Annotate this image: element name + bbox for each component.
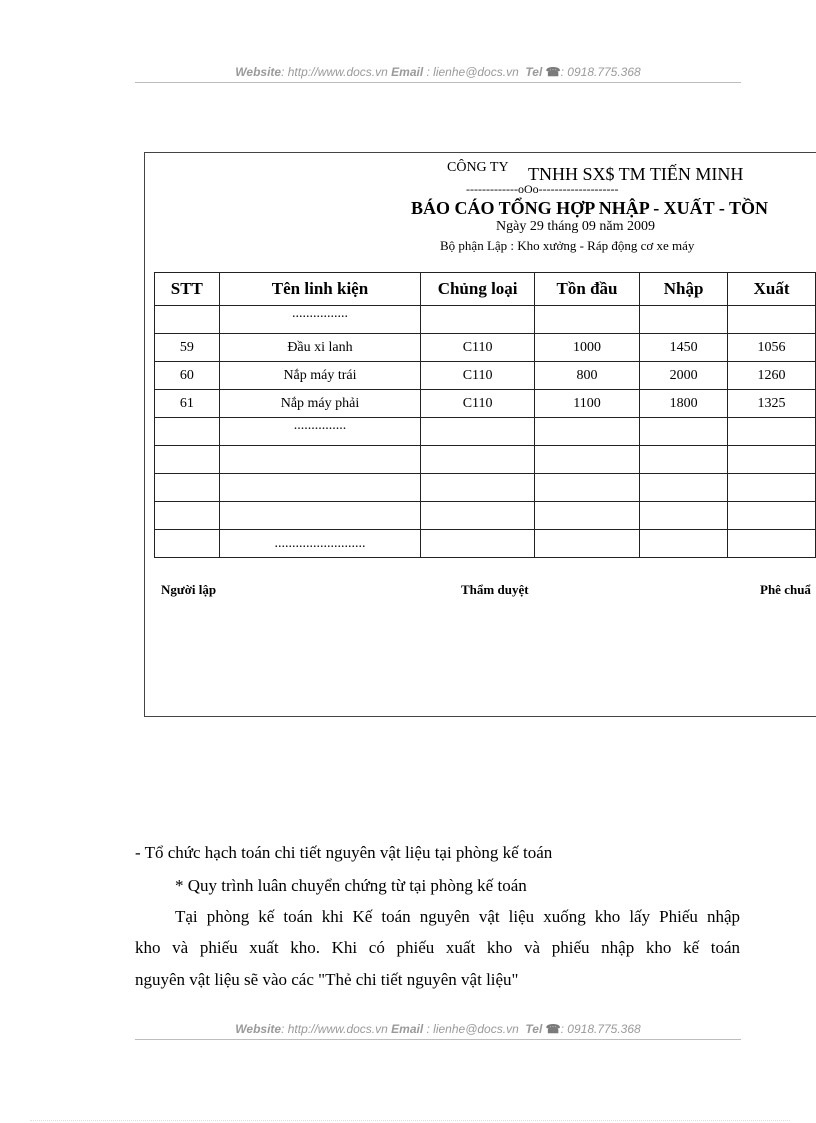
cell-stt [155,418,220,446]
cell-opening: 1100 [534,390,639,418]
email-label: Email [391,1022,424,1036]
cell-import [640,446,728,474]
cell-opening [534,502,639,530]
report-title: BÁO CÁO TỔNG HỢP NHẬP - XUẤT - TỒN [411,198,769,218]
tel-number: : 0918.775.368 [560,65,641,79]
report-date: Ngày 29 tháng 09 năm 2009 [496,219,656,234]
cell-type: C110 [421,362,535,390]
col-header-import: Nhập [640,273,728,306]
cell-stt: 61 [155,390,220,418]
table-header-row [155,273,816,306]
signature-reviewer: Thẩm duyệt [461,582,529,597]
company-name: TNHH SX$ TM TIẾN MINH [528,164,744,184]
paragraph-line-2: kho và phiếu xuất kho. Khi có phiếu xuất kho và phiếu nhập kho kế toán [135,938,740,957]
section-heading: - Tổ chức hạch toán chi tiết nguyên vật liệu tại phòng kế toán [135,843,553,862]
report-table [154,272,816,558]
cell-export [728,306,816,334]
cell-type [421,306,535,334]
table-row [155,390,816,418]
website-label: Website [235,1022,282,1036]
phone-icon: ☎ [545,65,561,79]
cell-component [219,474,421,502]
cell-export [728,446,816,474]
col-header-component: Tên linh kiện [219,273,421,306]
cell-component: Đầu xi lanh [219,334,421,362]
page-footer [135,1022,741,1036]
cell-stt: 60 [155,362,220,390]
col-header-opening: Tồn đầu [534,273,639,306]
report-department: Bộ phận Lập : Kho xưởng - Ráp động cơ xe máy [440,238,695,253]
cell-export [728,418,816,446]
cell-component: Nắp máy phải [219,390,421,418]
tel-label: Tel [525,1022,543,1036]
cell-opening [534,530,639,558]
table-row [155,474,816,502]
cell-stt [155,502,220,530]
cell-stt: 59 [155,334,220,362]
table-row [155,446,816,474]
email-address[interactable]: : lienhe@docs.vn [423,1022,519,1036]
cell-export: 1325 [728,390,816,418]
cell-type [421,446,535,474]
website-url[interactable]: : http://www.docs.vn [281,1022,388,1036]
cell-import: 1450 [640,334,728,362]
email-label: Email [391,65,424,79]
cell-type [421,418,535,446]
title-divider: -------------oOo-------------------- [466,182,619,196]
cell-component: Nắp máy trái [219,362,421,390]
cell-component: .......................... [219,530,421,558]
col-header-stt: STT [155,273,220,306]
website-url[interactable]: : http://www.docs.vn [281,65,388,79]
cell-opening: 1000 [534,334,639,362]
tel-label: Tel [525,65,543,79]
company-prefix: CÔNG TY [447,160,509,175]
cell-stt [155,530,220,558]
cell-import: 2000 [640,362,728,390]
cell-export [728,530,816,558]
cell-stt [155,474,220,502]
cell-opening [534,418,639,446]
cell-opening: 800 [534,362,639,390]
cell-export: 1260 [728,362,816,390]
cell-export [728,502,816,530]
col-header-export: Xuất [728,273,816,306]
cell-component [219,502,421,530]
paragraph-line-1: Tại phòng kế toán khi Kế toán nguyên vật liệu xuống kho lấy Phiếu nhập [175,907,740,926]
cell-import: 1800 [640,390,728,418]
header-rule [135,82,741,83]
table-row [155,362,816,390]
cell-type [421,502,535,530]
table-row [155,418,816,446]
cell-type: C110 [421,334,535,362]
cell-type [421,474,535,502]
cell-stt [155,306,220,334]
cell-import [640,530,728,558]
cell-component: ................ [219,306,421,334]
cell-opening [534,446,639,474]
phone-icon: ☎ [545,1022,561,1036]
cell-import [640,306,728,334]
table-row [155,530,816,558]
page-header [135,65,741,79]
cell-opening [534,306,639,334]
table-row [155,334,816,362]
cell-component [219,446,421,474]
cell-type [421,530,535,558]
page-bottom-rule [30,1120,790,1121]
cell-export: 1056 [728,334,816,362]
cell-import [640,418,728,446]
cell-import [640,474,728,502]
website-label: Website [235,65,282,79]
signature-approver: Phê chuẩ [760,582,811,597]
email-address[interactable]: : lienhe@docs.vn [423,65,519,79]
cell-opening [534,474,639,502]
cell-component: ............... [219,418,421,446]
table-row [155,306,816,334]
tel-number: : 0918.775.368 [560,1022,641,1036]
signature-preparer: Người lập [161,582,217,597]
footer-rule [135,1039,741,1040]
cell-export [728,474,816,502]
paragraph-line-3: nguyên vật liệu sẽ vào các "Thẻ chi tiết nguyên vật liệu" [135,970,519,989]
col-header-type: Chủng loại [421,273,535,306]
table-row [155,502,816,530]
cell-type: C110 [421,390,535,418]
cell-import [640,502,728,530]
cell-stt [155,446,220,474]
subsection-heading: * Quy trình luân chuyển chứng từ tại phòng kế toán [175,876,527,895]
